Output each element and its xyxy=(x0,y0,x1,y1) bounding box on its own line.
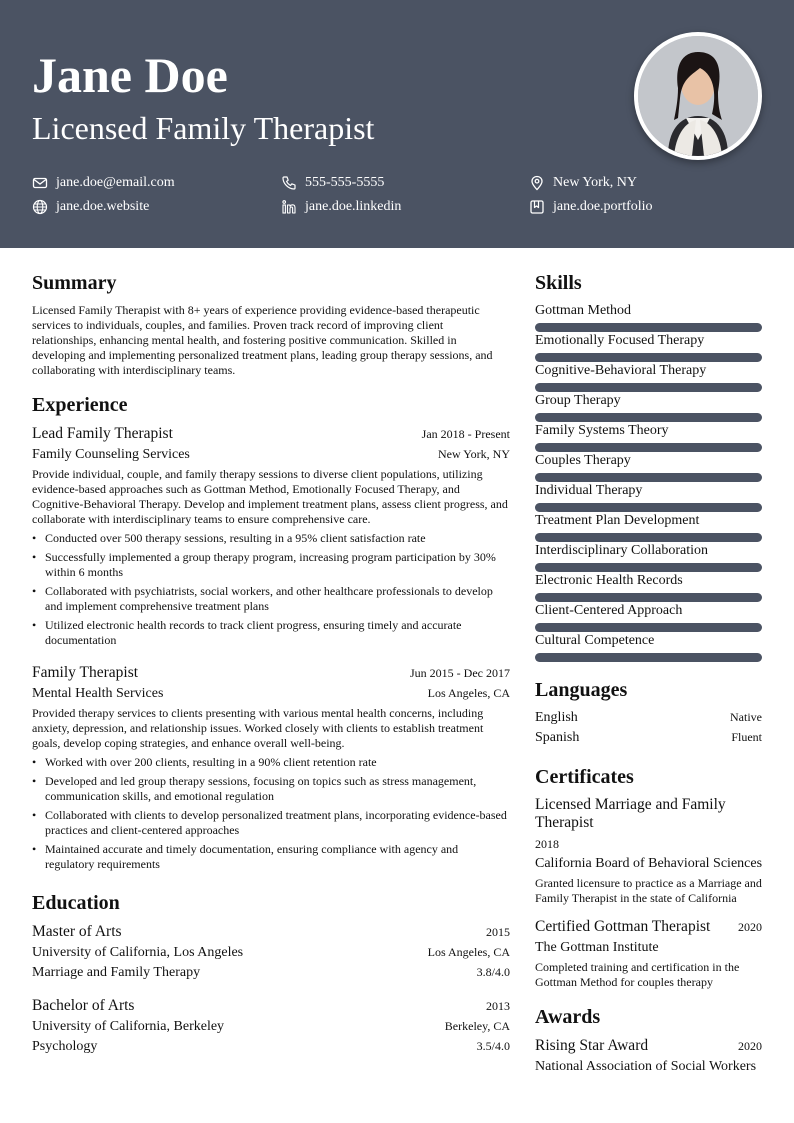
language-name: English xyxy=(535,710,578,725)
skill-name: Client-Centered Approach xyxy=(535,603,683,618)
certificate-1-issuer: California Board of Behavioral Sciences xyxy=(535,856,763,871)
language-level: Native xyxy=(730,710,762,724)
award-1-issuer: National Association of Social Workers xyxy=(535,1059,757,1074)
certificate-2-year: 2020 xyxy=(738,920,762,934)
skill-name: Treatment Plan Development xyxy=(535,513,700,528)
skills-heading: Skills xyxy=(535,272,582,294)
certificate-2-header xyxy=(535,917,762,937)
job-1-achievements xyxy=(32,531,510,652)
contact-linkedin[interactable] xyxy=(281,198,401,216)
job-2-subheader xyxy=(32,685,510,703)
summary-heading: Summary xyxy=(32,272,117,294)
education-2-year: 2013 xyxy=(486,999,510,1013)
job-2-header xyxy=(32,663,510,683)
resume-header xyxy=(0,0,794,248)
profile-photo-illustration xyxy=(638,36,758,156)
list-item: • Conducted over 500 therapy sessions, resulting in a 95% client satisfaction rate xyxy=(32,531,510,546)
job-2-achievements xyxy=(32,755,510,876)
education-2-field: Psychology xyxy=(32,1039,98,1054)
education-2-school: University of California, Berkeley xyxy=(32,1019,225,1034)
skill-level-bar xyxy=(535,593,762,602)
education-1-header xyxy=(32,922,510,942)
languages-heading: Languages xyxy=(535,679,628,701)
job-1-header xyxy=(32,424,510,444)
award-1-name: Rising Star Award xyxy=(535,1037,649,1054)
skill-name: Cognitive-Behavioral Therapy xyxy=(535,363,707,378)
job-1-location: New York, NY xyxy=(437,447,510,461)
job-1-position: Lead Family Therapist xyxy=(32,425,173,442)
skill-level-bar xyxy=(535,503,762,512)
job-1-company: Family Counseling Services xyxy=(32,447,190,462)
job-2-description: Provided therapy services to clients presenting with various mental health concerns, including anxiety, depression, and relationship issues. Worked closely with clients to establish treatment goals, develop coping strategies, and enhance overall well-being. xyxy=(32,706,484,750)
linkedin-icon xyxy=(281,199,297,215)
experience-heading: Experience xyxy=(32,394,128,416)
education-1-location: Los Angeles, CA xyxy=(427,945,510,959)
job-1-description: Provide individual, couple, and family therapy sessions to diverse client populations, utilizing evidence-based approaches such as Gottman Method, Emotionally Focused Therapy, and Cognitive-Behavioral Therapy. Develop and implement treatment plans, assess client progress, and collaborate with interdisciplinary teams to ensure comprehensive care. xyxy=(32,467,508,526)
skill-level-bar xyxy=(535,653,762,662)
language-name: Spanish xyxy=(535,730,580,745)
contact-location xyxy=(529,174,637,192)
skill-name: Individual Therapy xyxy=(535,483,643,498)
profile-photo xyxy=(634,32,762,160)
job-1-subheader xyxy=(32,446,510,464)
list-item: • Collaborated with psychiatrists, social workers, and other healthcare professionals to develop and implement comprehensive treatment plans xyxy=(32,584,510,614)
skill-level-bar xyxy=(535,533,762,542)
list-item: • Successfully implemented a group therapy program, increasing program participation by 30% within 6 months xyxy=(32,550,510,580)
education-1-degree: Master of Arts xyxy=(32,923,122,940)
location-pin-icon xyxy=(529,175,545,191)
skill-level-bar xyxy=(535,353,762,362)
education-1-field-row xyxy=(32,964,510,982)
education-1-gpa: 3.8/4.0 xyxy=(476,965,510,979)
education-2-gpa: 3.5/4.0 xyxy=(476,1039,510,1053)
contact-portfolio-text: jane.doe.portfolio xyxy=(553,199,653,214)
skill-level-bar xyxy=(535,473,762,482)
contact-location-text: New York, NY xyxy=(553,175,638,190)
certificate-1-name: Licensed Marriage and Family Therapist xyxy=(535,796,726,831)
contact-email[interactable] xyxy=(32,174,175,192)
education-1-school-row xyxy=(32,944,510,962)
education-1-year: 2015 xyxy=(486,925,510,939)
contact-linkedin-text: jane.doe.linkedin xyxy=(305,199,402,214)
skill-name: Gottman Method xyxy=(535,303,632,318)
skill-level-bar xyxy=(535,623,762,632)
mail-icon xyxy=(32,175,48,191)
skill-name: Emotionally Focused Therapy xyxy=(535,333,705,348)
contact-portfolio[interactable] xyxy=(529,198,653,216)
candidate-name: Jane Doe xyxy=(32,47,228,103)
list-item: • Utilized electronic health records to track client progress, ensuring timely and accurate documentation xyxy=(32,618,510,648)
awards-heading: Awards xyxy=(535,1006,601,1028)
skill-name: Cultural Competence xyxy=(535,633,655,648)
job-2-company: Mental Health Services xyxy=(32,686,164,701)
award-1-header xyxy=(535,1036,762,1056)
contact-phone[interactable] xyxy=(281,174,384,192)
education-1-school: University of California, Los Angeles xyxy=(32,945,244,960)
contact-website[interactable] xyxy=(32,198,149,216)
skill-name: Couples Therapy xyxy=(535,453,631,468)
phone-icon xyxy=(281,175,297,191)
list-item: • Worked with over 200 clients, resulting in a 90% client retention rate xyxy=(32,755,510,770)
certificate-1-description: Granted licensure to practice as a Marriage and Family Therapist in the state of California xyxy=(535,876,762,905)
skill-level-bar xyxy=(535,413,762,422)
education-2-school-row xyxy=(32,1018,510,1036)
contact-website-text: jane.doe.website xyxy=(56,199,150,214)
skill-level-bar xyxy=(535,443,762,452)
skill-level-bar xyxy=(535,383,762,392)
job-2-position: Family Therapist xyxy=(32,664,139,681)
certificate-2-description: Completed training and certification in the Gottman Method for couples therapy xyxy=(535,960,740,989)
summary-text: Licensed Family Therapist with 8+ years of experience providing evidence-based therapeutic services to individuals, couples, and families. Proven track record of improving client relationships, enhancing mental health, and fostering positive communication. Skilled in developing and implementing personalized treatment plans, leading group therapy sessions, and collaborating with interdisciplinary teams. xyxy=(32,303,493,377)
skill-name: Electronic Health Records xyxy=(535,573,683,588)
skill-name: Group Therapy xyxy=(535,393,621,408)
skill-level-bar xyxy=(535,323,762,332)
language-level: Fluent xyxy=(731,730,762,744)
skill-name: Family Systems Theory xyxy=(535,423,669,438)
bookmark-icon xyxy=(529,199,545,215)
skill-level-bar xyxy=(535,563,762,572)
job-1-dates: Jan 2018 - Present xyxy=(421,427,510,441)
certificate-2-issuer: The Gottman Institute xyxy=(535,940,659,955)
certificates-heading: Certificates xyxy=(535,766,634,788)
language-row-spanish xyxy=(535,729,762,747)
job-2-dates: Jun 2015 - Dec 2017 xyxy=(410,666,510,680)
list-item: • Maintained accurate and timely documentation, ensuring compliance with agency and regulatory requirements xyxy=(32,842,510,872)
certificate-1-year: 2018 xyxy=(535,837,559,851)
education-2-location: Berkeley, CA xyxy=(444,1019,510,1033)
job-2-location: Los Angeles, CA xyxy=(427,686,510,700)
education-2-header xyxy=(32,996,510,1016)
certificate-2-name: Certified Gottman Therapist xyxy=(535,918,711,935)
contact-email-text: jane.doe@email.com xyxy=(56,175,175,190)
education-2-degree: Bachelor of Arts xyxy=(32,997,135,1014)
education-2-field-row xyxy=(32,1038,510,1056)
list-item: • Developed and led group therapy sessions, focusing on topics such as stress management, communication skills, and emotional regulation xyxy=(32,774,510,804)
contact-phone-text: 555-555-5555 xyxy=(305,175,385,190)
candidate-title: Licensed Family Therapist xyxy=(32,110,375,146)
skill-name: Interdisciplinary Collaboration xyxy=(535,543,709,558)
education-1-field: Marriage and Family Therapy xyxy=(32,965,201,980)
globe-icon xyxy=(32,199,48,215)
language-row-english xyxy=(535,709,762,727)
education-heading: Education xyxy=(32,892,120,914)
award-1-year: 2020 xyxy=(738,1039,762,1053)
list-item: • Collaborated with clients to develop personalized treatment plans, incorporating evidence-based practices and client-centered approaches xyxy=(32,808,510,838)
